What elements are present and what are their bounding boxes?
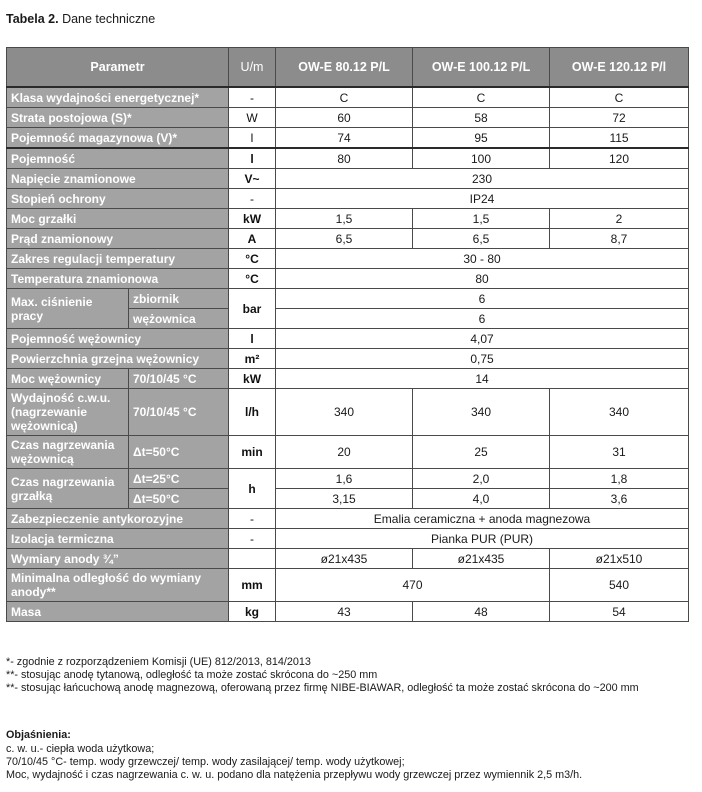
cell-value: 540 [550, 569, 689, 602]
row-unit: - [229, 189, 276, 209]
table-row [7, 569, 689, 602]
table-row [7, 549, 689, 569]
cell-value: 8,7 [550, 229, 689, 249]
row-sublabel: 70/10/45 °C [129, 389, 229, 436]
cell-value: 6 [276, 289, 689, 309]
table-row [7, 509, 689, 529]
row-label: Pojemność magazynowa (V)* [7, 128, 229, 149]
footnote: **- stosując anodę tytanową, odległość ta może zostać skrócona do ~250 mm [6, 669, 378, 681]
footnote: *- zgodnie z rozporządzeniem Komisji (UE) 812/2013, 814/2013 [6, 656, 311, 668]
cell-value: ø21x510 [550, 549, 689, 569]
cell-value: C [413, 87, 550, 108]
cell-value: 6 [276, 309, 689, 329]
table-row [7, 289, 689, 309]
cell-value: 3,15 [276, 489, 413, 509]
cell-value: 60 [276, 108, 413, 128]
cell-value: 115 [550, 128, 689, 149]
cell-value: 2 [550, 209, 689, 229]
row-label: Czas nagrzewania grzałką [7, 469, 129, 509]
table-row [7, 209, 689, 229]
table-row [7, 369, 689, 389]
cell-value: 1,6 [276, 469, 413, 489]
header-model-100: OW-E 100.12 P/L [413, 48, 550, 88]
cell-value: ø21x435 [413, 549, 550, 569]
table-row [7, 602, 689, 622]
row-unit: min [229, 436, 276, 469]
table-row [7, 229, 689, 249]
row-sublabel: 70/10/45 °C [129, 369, 229, 389]
row-label: Moc grzałki [7, 209, 229, 229]
row-unit: h [229, 469, 276, 509]
cell-value: 1,5 [413, 209, 550, 229]
table-caption [6, 12, 155, 26]
cell-value: 4,07 [276, 329, 689, 349]
cell-value: 20 [276, 436, 413, 469]
table-row [7, 128, 689, 149]
cell-value: 43 [276, 602, 413, 622]
row-unit: mm [229, 569, 276, 602]
row-sublabel: wężownica [129, 309, 229, 329]
row-unit: m² [229, 349, 276, 369]
row-label: Pojemność [7, 148, 229, 169]
footnotes [6, 656, 696, 695]
cell-value: 58 [413, 108, 550, 128]
explanations-title: Objaśnienia: [6, 729, 71, 741]
cell-value: 54 [550, 602, 689, 622]
cell-value: Pianka PUR (PUR) [276, 529, 689, 549]
explanation-line: Moc, wydajność i czas nagrzewania c. w. u. podano dla natężenia przepływu wody grzewczej przez wymiennik 2,5 m3/h. [6, 769, 583, 781]
cell-value: 80 [276, 148, 413, 169]
cell-value: 340 [413, 389, 550, 436]
cell-value: 31 [550, 436, 689, 469]
row-unit: l [229, 148, 276, 169]
footnote: **- stosując łańcuchową anodę magnezową, oferowaną przez firmę NIBE-BIAWAR, odległość ta może zostać skrócona do ~200 mm [6, 682, 639, 694]
row-unit: - [229, 529, 276, 549]
row-label: Zabezpieczenie antykorozyjne [7, 509, 229, 529]
header-param: Parametr [7, 48, 229, 88]
table-row [7, 87, 689, 108]
row-unit: l [229, 128, 276, 149]
cell-value: 340 [276, 389, 413, 436]
spec-table [6, 47, 689, 622]
table-row [7, 269, 689, 289]
row-unit: °C [229, 249, 276, 269]
row-label: Izolacja termiczna [7, 529, 229, 549]
table-row [7, 436, 689, 469]
row-unit: - [229, 87, 276, 108]
row-unit: °C [229, 269, 276, 289]
caption-label: Tabela 2. [6, 12, 59, 26]
caption-text: Dane techniczne [62, 12, 156, 26]
row-label: Powierzchnia grzejna wężownicy [7, 349, 229, 369]
row-label: Wydajność c.w.u. (nagrzewanie wężownicą) [7, 389, 129, 436]
cell-value: C [276, 87, 413, 108]
cell-value: 1,5 [276, 209, 413, 229]
table-row [7, 349, 689, 369]
cell-value: 80 [276, 269, 689, 289]
row-sublabel: Δt=50°C [129, 436, 229, 469]
cell-value: 6,5 [276, 229, 413, 249]
cell-value: 100 [413, 148, 550, 169]
cell-value: 14 [276, 369, 689, 389]
cell-value: 230 [276, 169, 689, 189]
row-unit: W [229, 108, 276, 128]
header-model-120: OW-E 120.12 P/l [550, 48, 689, 88]
table-row [7, 469, 689, 489]
table-row [7, 329, 689, 349]
row-unit: V~ [229, 169, 276, 189]
row-label: Klasa wydajności energetycznej* [7, 87, 229, 108]
row-sublabel: zbiornik [129, 289, 229, 309]
row-label: Pojemność wężownicy [7, 329, 229, 349]
cell-value: 72 [550, 108, 689, 128]
cell-value: 30 - 80 [276, 249, 689, 269]
cell-value: 25 [413, 436, 550, 469]
explanations [6, 729, 696, 782]
row-unit: l [229, 329, 276, 349]
row-label: Napięcie znamionowe [7, 169, 229, 189]
cell-value: IP24 [276, 189, 689, 209]
cell-value: 340 [550, 389, 689, 436]
row-label: Max. ciśnienie pracy [7, 289, 129, 329]
table-row [7, 148, 689, 169]
table-row [7, 529, 689, 549]
cell-value: C [550, 87, 689, 108]
row-label: Wymiary anody ¾” [7, 549, 229, 569]
row-label: Moc wężownicy [7, 369, 129, 389]
table-row [7, 249, 689, 269]
cell-value: 2,0 [413, 469, 550, 489]
table-row [7, 108, 689, 128]
row-label: Temperatura znamionowa [7, 269, 229, 289]
row-unit: A [229, 229, 276, 249]
explanation-line: c. w. u.- ciepła woda użytkowa; [6, 743, 155, 755]
cell-value: 1,8 [550, 469, 689, 489]
header-row [7, 48, 689, 88]
row-unit: - [229, 509, 276, 529]
cell-value: 6,5 [413, 229, 550, 249]
cell-value: 4,0 [413, 489, 550, 509]
header-model-80: OW-E 80.12 P/L [276, 48, 413, 88]
row-label: Strata postojowa (S)* [7, 108, 229, 128]
cell-value: 3,6 [550, 489, 689, 509]
row-unit: kW [229, 369, 276, 389]
row-unit: bar [229, 289, 276, 329]
row-label: Minimalna odległość do wymiany anody** [7, 569, 229, 602]
row-label: Czas nagrzewania wężownicą [7, 436, 129, 469]
row-sublabel: Δt=50°C [129, 489, 229, 509]
cell-value: 74 [276, 128, 413, 149]
cell-value: Emalia ceramiczna + anoda magnezowa [276, 509, 689, 529]
cell-value: 120 [550, 148, 689, 169]
cell-value: ø21x435 [276, 549, 413, 569]
row-unit: l/h [229, 389, 276, 436]
row-label: Prąd znamionowy [7, 229, 229, 249]
row-label: Masa [7, 602, 229, 622]
table-row [7, 189, 689, 209]
table-row [7, 169, 689, 189]
row-unit [229, 549, 276, 569]
row-sublabel: Δt=25°C [129, 469, 229, 489]
row-label: Stopień ochrony [7, 189, 229, 209]
table-row [7, 389, 689, 436]
explanation-line: 70/10/45 °C- temp. wody grzewczej/ temp. wody zasilającej/ temp. wody użytkowej; [6, 756, 405, 768]
row-label: Zakres regulacji temperatury [7, 249, 229, 269]
cell-value: 470 [276, 569, 550, 602]
row-unit: kW [229, 209, 276, 229]
cell-value: 0,75 [276, 349, 689, 369]
header-unit: U/m [229, 48, 276, 88]
cell-value: 48 [413, 602, 550, 622]
row-unit: kg [229, 602, 276, 622]
cell-value: 95 [413, 128, 550, 149]
